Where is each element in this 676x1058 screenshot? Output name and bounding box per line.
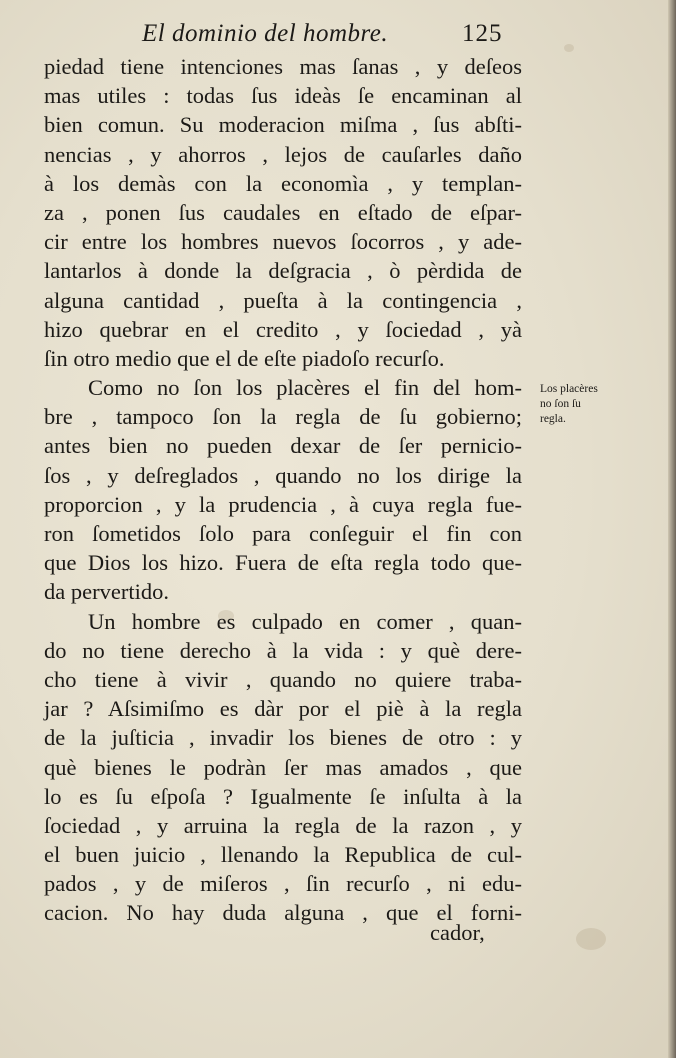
text-line: do no tiene derecho à la vida : y què dere- [44,637,522,663]
marginal-note-line: Los placères [540,383,598,395]
text-line: bien comun. Su moderacion miſma , ſus abſti- [44,112,522,138]
running-title: El dominio del hombre. [142,20,389,47]
text-line: cir entre los hombres nuevos ſocorros , y ade- [44,229,522,255]
text-line: Un hombre es culpado en comer , quan- [88,608,522,634]
text-line: da pervertido. [44,579,169,605]
text-line: ſociedad , y arruina la regla de la razon , y [44,812,522,838]
text-line: pados , y de miſeros , ſin recurſo , ni edu- [44,871,522,897]
marginal-note-line: regla. [540,413,566,425]
paragraph [44,373,522,607]
text-line: ron ſometidos ſolo para conſeguir el fin con [44,521,522,546]
text-line: què bienes le podràn ſer mas amados , que [44,754,522,780]
text-line: à los demàs con la economìa , y templan- [44,170,522,196]
text-line: ſin otro medio que el de eſte piadoſo recurſo. [44,345,445,371]
text-line: lo es ſu eſpoſa ? Igualmente ſe inſulta à la [44,783,522,809]
text-line: el buen juicio , llenando la Republica de cul- [44,842,522,868]
text-line: que Dios los hizo. Fuera de eſta regla todo que- [44,550,522,576]
page-edge-shadow [668,0,676,1058]
paragraph [44,607,522,928]
text-line: cho tiene à vivir , quando no quiere traba- [44,666,522,692]
text-line: alguna cantidad , pueſta à la contingencia , [44,287,522,313]
text-line: cacion. No hay duda alguna , que el forni- [44,900,522,926]
text-line: za , ponen ſus caudales en eſtado de eſpar- [44,199,522,225]
text-line: antes bien no pueden dexar de ſer pernicio- [44,433,522,459]
page-number: 125 [462,20,503,47]
catchword: cador, [430,920,485,945]
foxing-spot [576,928,606,950]
paragraph [44,52,522,373]
page-header [0,20,676,52]
text-line: jar ? Aſsimiſmo es dàr por el piè à la regla [44,696,522,722]
text-line: lantarlos à donde la deſgracia , ò pèrdida de [44,258,522,284]
text-line: mas utiles : todas ſus ideàs ſe encaminan al [44,83,522,109]
text-line: bre , tampoco ſon la regla de ſu gobierno; [44,404,522,430]
text-line: ſos , y deſreglados , quando no los dirige la [44,462,522,488]
text-line: de la juſticia , invadir los bienes de otro : y [44,725,522,751]
text-line: nencias , y ahorros , lejos de cauſarles daño [44,141,522,167]
marginal-note [540,382,630,427]
text-line: piedad tiene intenciones mas ſanas , y deſeos [44,54,522,79]
text-line: Como no ſon los placères el fin del hom- [88,375,522,401]
text-line: hizo quebrar en el credito , y ſociedad , yà [44,316,522,342]
marginal-note-line: no ſon ſu [540,398,581,410]
body-text [44,52,522,928]
text-line: proporcion , y la prudencia , à cuya regla fue- [44,491,522,517]
